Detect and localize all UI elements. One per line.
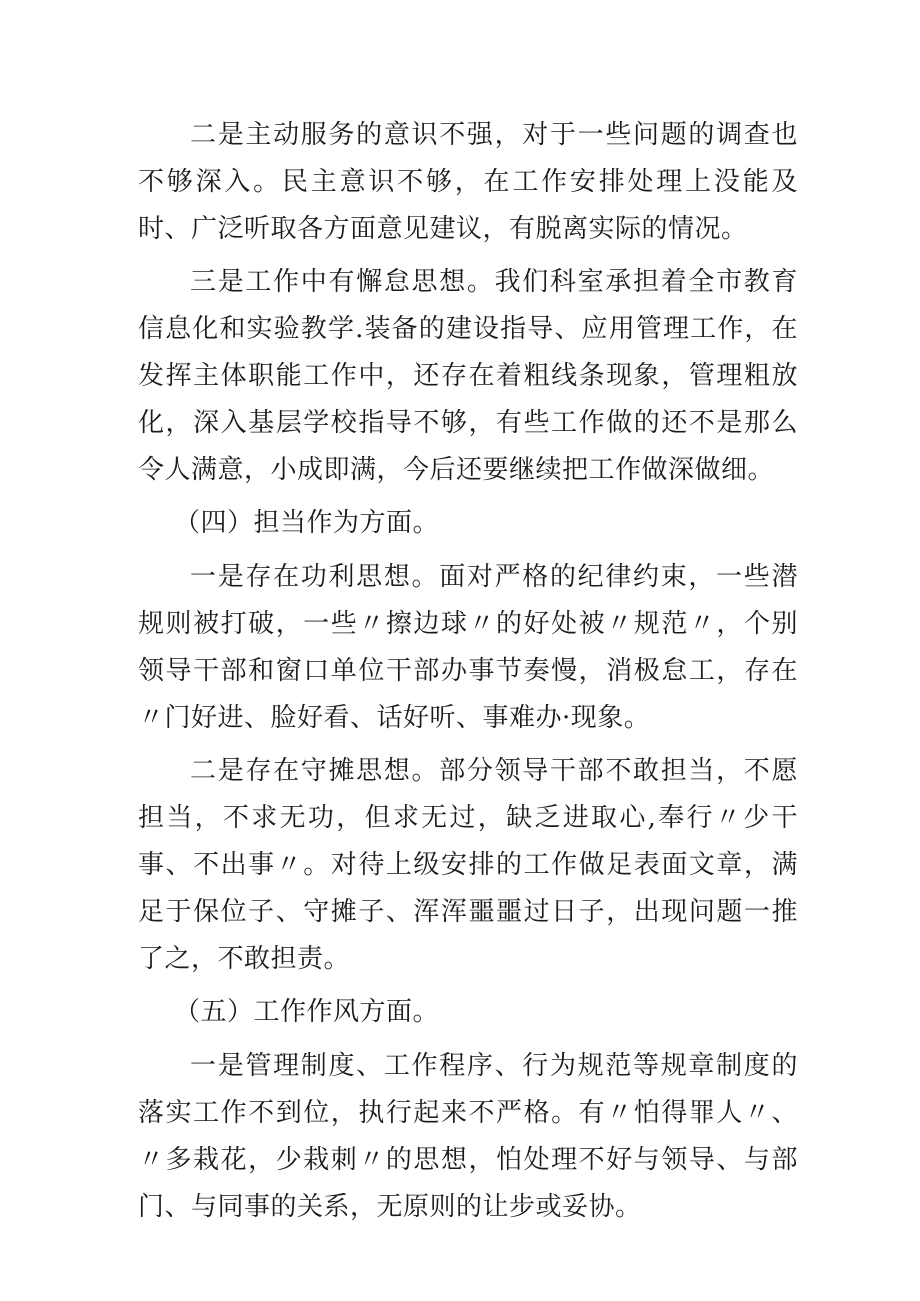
paragraph: 一是管理制度、工作程序、行为规范等规章制度的落实工作不到位，执行起来不严格。有〃怕得罪人〃、〃多栽花，少栽刺〃的思想，怕处理不好与领导、与部门、与同事的关系，无原则的让步或妥协。 bbox=[138, 1051, 798, 1222]
document-body bbox=[138, 112, 798, 1237]
section-heading: （五）工作作风方面。 bbox=[174, 997, 440, 1027]
paragraph: 一是存在功利思想。面对严格的纪律约束，一些潜规则被打破，一些〃擦边球〃的好处被〃规范〃，个别领导干部和窗口单位干部办事节奏慢，消极怠工，存在〃门好进、脸好看、话好听、事难办·现象。 bbox=[138, 562, 798, 733]
paragraph: 三是工作中有懈怠思想。我们科室承担着全市教育信息化和实验教学.装备的建设指导、应用管理工作，在发挥主体职能工作中，还存在着粗线条现象，管理粗放化，深入基层学校指导不够，有些工作做的还不是那么令人满意，小成即满，今后还要继续把工作做深做细。 bbox=[138, 267, 798, 485]
paragraph: 二是存在守摊思想。部分领导干部不敢担当，不愿担当，不求无功，但求无过，缺乏进取心,奉行〃少干事、不出事〃。对待上级安排的工作做足表面文章，满足于保位子、守摊子、浑浑噩噩过日子，出现问题一推了之，不敢担责。 bbox=[138, 756, 798, 974]
section-heading: （四）担当作为方面。 bbox=[174, 508, 440, 538]
paragraph: 二是主动服务的意识不强，对于一些问题的调查也不够深入。民主意识不够，在工作安排处理上没能及时、广泛听取各方面意见建议，有脱离实际的情况。 bbox=[138, 120, 798, 244]
